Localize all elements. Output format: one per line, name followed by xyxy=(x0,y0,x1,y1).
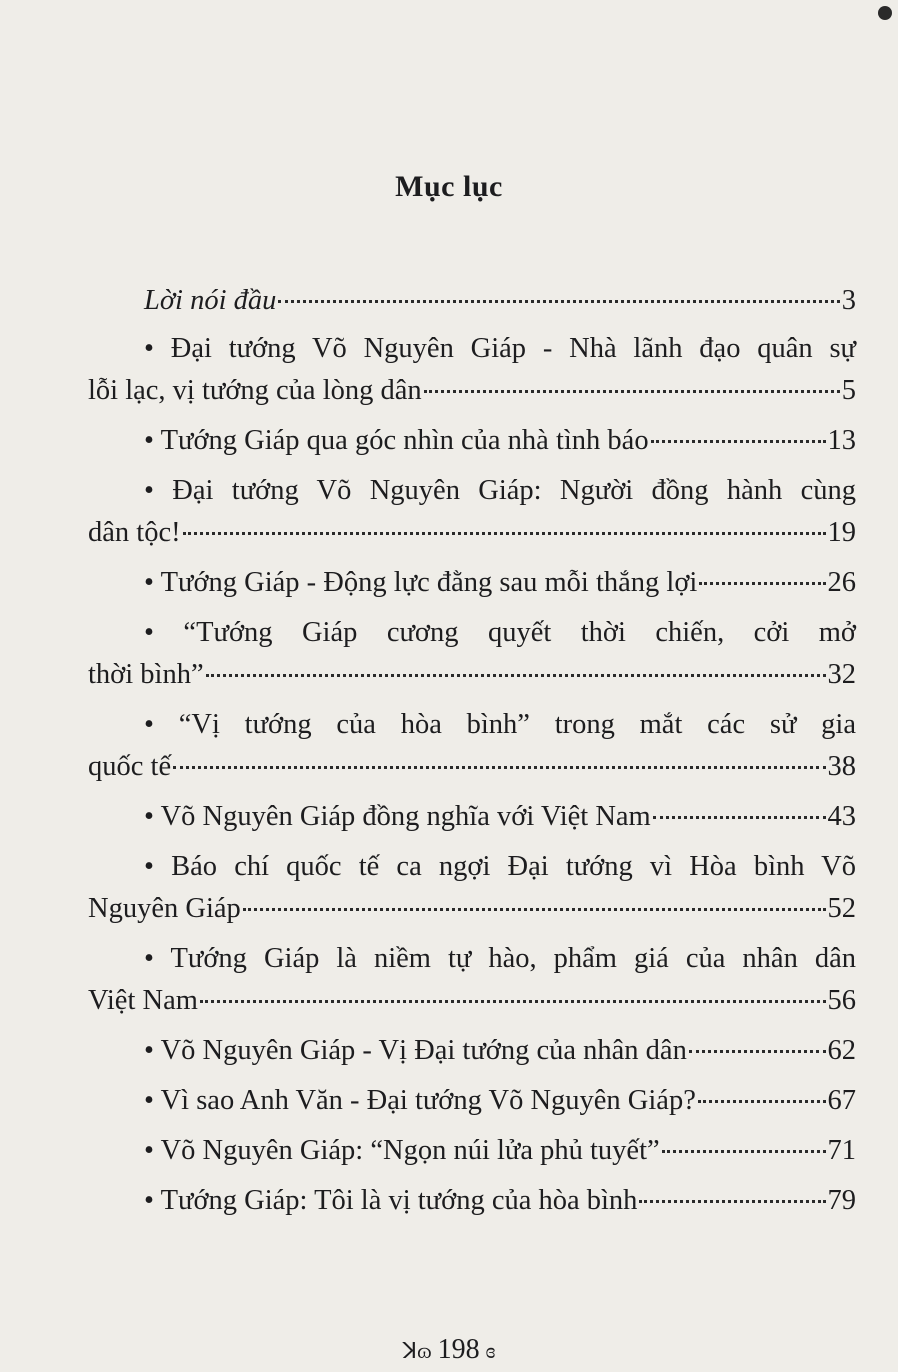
toc-entry-text: • Tướng Giáp qua góc nhìn của nhà tình báo xyxy=(144,425,649,456)
toc-page-number: 32 xyxy=(827,659,856,690)
toc-entry xyxy=(88,470,856,554)
toc-entry xyxy=(88,420,856,462)
dot-leader xyxy=(653,815,826,819)
toc-entry-text: • Võ Nguyên Giáp đồng nghĩa với Việt Nam xyxy=(144,801,651,832)
page-footer xyxy=(0,1334,898,1366)
dot-leader xyxy=(206,673,826,677)
toc-entry xyxy=(88,846,856,930)
toc-entry xyxy=(88,1080,856,1122)
toc-entry-text: • Tướng Giáp - Động lực đằng sau mỗi thắng lợi xyxy=(144,567,698,598)
toc-entry-text-line2: thời bình” xyxy=(88,659,204,690)
toc-page-number: 56 xyxy=(827,985,856,1016)
toc-entry-text-line1: • Tướng Giáp là niềm tự hào, phẩm giá của nhân dân xyxy=(144,943,856,974)
toc-page-number: 52 xyxy=(827,893,856,924)
toc-page-number: 38 xyxy=(827,751,856,782)
toc-page-number: 67 xyxy=(827,1085,856,1116)
toc-page-number: 79 xyxy=(827,1185,856,1216)
toc-entry-text-line1: • “Vị tướng của hòa bình” trong mắt các sử gia xyxy=(144,709,856,740)
page-title: Mục lục xyxy=(395,170,503,203)
toc-entry xyxy=(88,328,856,412)
toc-entry-text-line2: quốc tế xyxy=(88,751,172,782)
toc-entry-text: • Võ Nguyên Giáp - Vị Đại tướng của nhân dân xyxy=(144,1035,687,1066)
toc-entry xyxy=(88,1180,856,1222)
table-of-contents xyxy=(88,280,856,1230)
toc-page-number: 13 xyxy=(827,425,856,456)
dot-leader xyxy=(183,531,826,535)
margin-dot xyxy=(878,6,892,20)
toc-page-number: 19 xyxy=(827,517,856,548)
toc-entry-text: • Võ Nguyên Giáp: “Ngọn núi lửa phủ tuyết” xyxy=(144,1135,660,1166)
toc-entry-text: • Tướng Giáp: Tôi là vị tướng của hòa bình xyxy=(144,1185,638,1216)
toc-entry xyxy=(88,1030,856,1072)
toc-entry-text: Lời nói đầu xyxy=(144,285,277,316)
toc-entry-preface xyxy=(88,280,856,322)
dot-leader xyxy=(639,1199,825,1203)
toc-page-number: 62 xyxy=(827,1035,856,1066)
dot-leader xyxy=(200,999,826,1003)
toc-entry-text-line2: dân tộc! xyxy=(88,517,181,548)
toc-entry xyxy=(88,938,856,1022)
toc-page-number: 5 xyxy=(841,375,856,406)
page-number: 198 xyxy=(437,1334,480,1365)
dot-leader xyxy=(173,765,825,769)
toc-entry-text-line1: • “Tướng Giáp cương quyết thời chiến, cởi mở xyxy=(144,617,856,648)
toc-entry-text: • Vì sao Anh Văn - Đại tướng Võ Nguyên Giáp? xyxy=(144,1085,696,1116)
toc-entry xyxy=(88,704,856,788)
ornament-left: ꓘɷ xyxy=(402,1338,432,1363)
dot-leader xyxy=(662,1149,826,1153)
toc-entry-text-line2: lỗi lạc, vị tướng của lòng dân xyxy=(88,375,422,406)
toc-page-number: 3 xyxy=(841,285,856,316)
toc-page-number: 26 xyxy=(827,567,856,598)
toc-entry-text-line2: Việt Nam xyxy=(88,985,198,1016)
dot-leader xyxy=(424,389,840,393)
toc-page-number: 71 xyxy=(827,1135,856,1166)
dot-leader xyxy=(689,1049,826,1053)
dot-leader xyxy=(243,907,826,911)
toc-entry xyxy=(88,1130,856,1172)
toc-entry-text-line1: • Đại tướng Võ Nguyên Giáp: Người đồng hành cùng xyxy=(144,475,856,506)
dot-leader xyxy=(651,439,826,443)
toc-entry xyxy=(88,562,856,604)
toc-entry xyxy=(88,796,856,838)
toc-entry xyxy=(88,612,856,696)
toc-entry-text-line1: • Đại tướng Võ Nguyên Giáp - Nhà lãnh đạo quân sự xyxy=(144,333,856,364)
ornament-right: ɞ xyxy=(485,1338,496,1363)
dot-leader xyxy=(698,1099,826,1103)
dot-leader xyxy=(278,299,839,303)
toc-entry-text-line1: • Báo chí quốc tế ca ngợi Đại tướng vì Hòa bình Võ xyxy=(144,851,856,882)
dot-leader xyxy=(699,581,825,585)
toc-page-number: 43 xyxy=(827,801,856,832)
toc-entry-text-line2: Nguyên Giáp xyxy=(88,893,241,924)
